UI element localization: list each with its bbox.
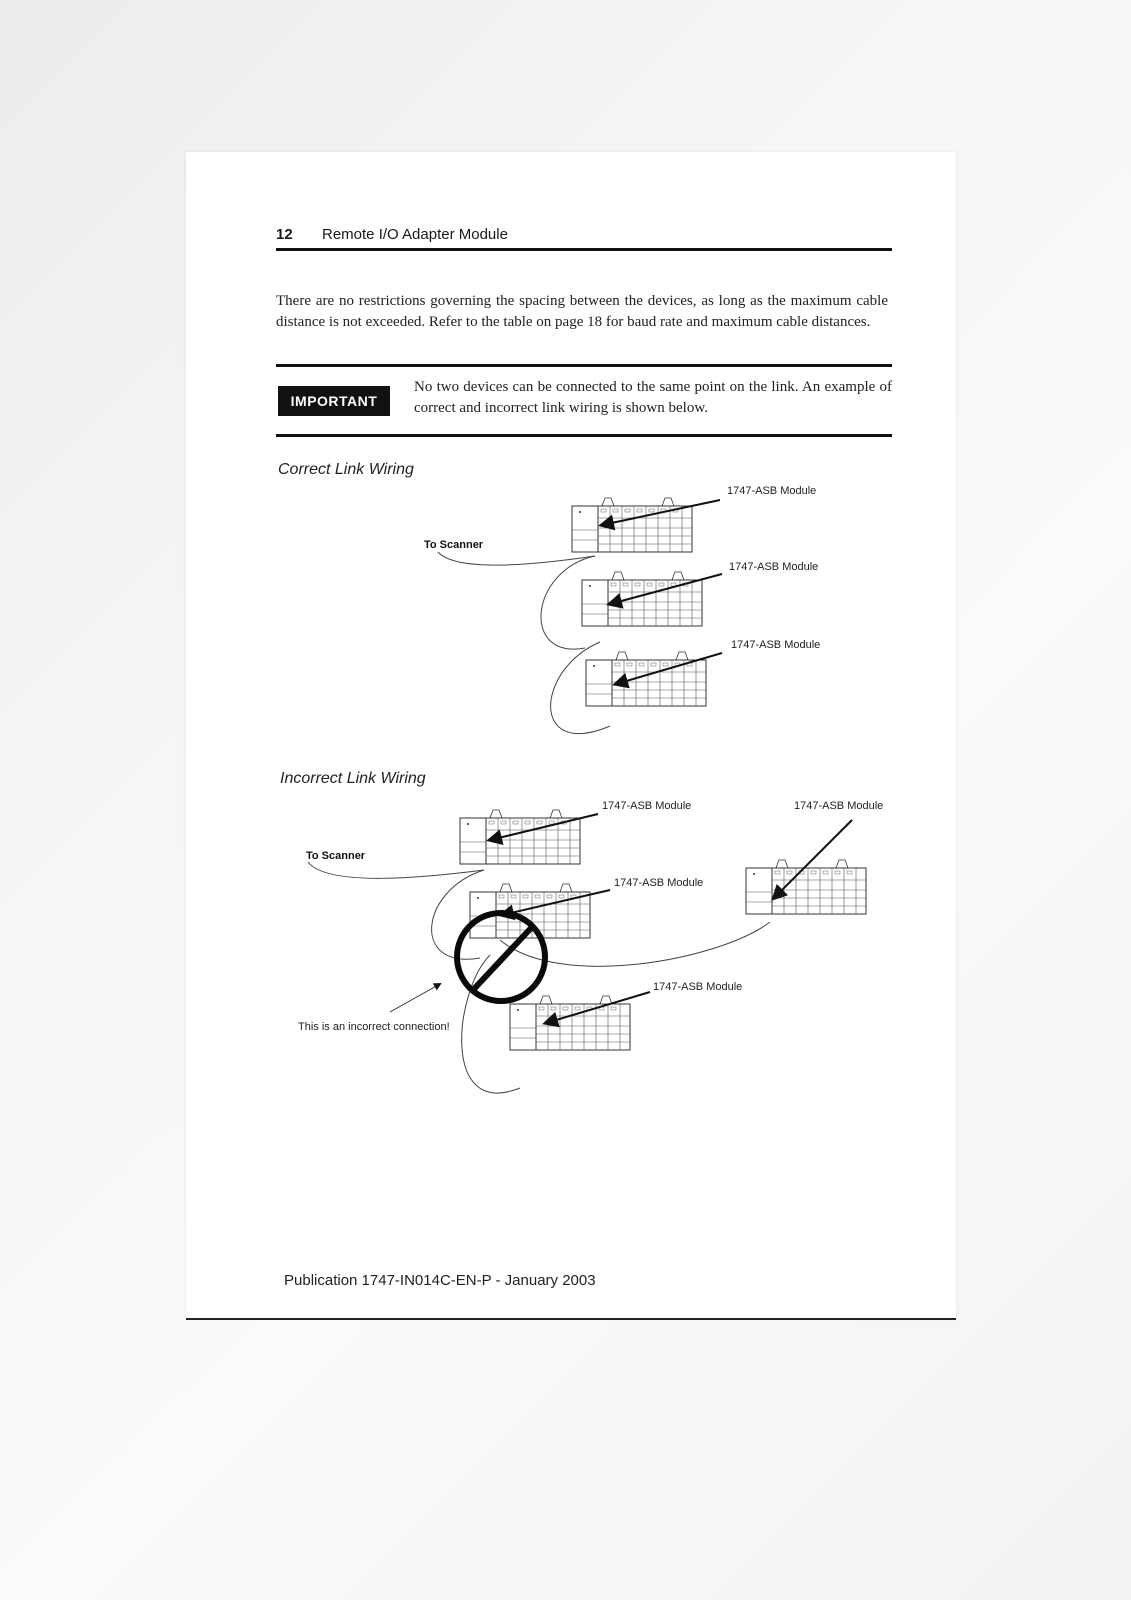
correct-module-label-3: 1747-ASB Module [731,639,821,651]
incorrect-module-label-2: 1747-ASB Module [614,877,704,889]
important-badge: IMPORTANT [278,386,390,416]
correct-module-label-2: 1747-ASB Module [729,561,819,573]
page-number: 12 [276,226,293,243]
incorrect-module-label-1: 1747-ASB Module [602,800,692,812]
incorrect-scanner-label: To Scanner [306,850,366,862]
intro-paragraph: There are no restrictions governing the spacing between the devices, as long as the maximum cable distance is not exceeded. Refer to the table on page 18 for baud rate and maximum cable distances. [276,293,888,330]
correct-rack-3 [586,652,706,706]
correct-scanner-label: To Scanner [424,539,484,551]
incorrect-connection-label: This is an incorrect connection! [298,1021,450,1033]
correct-module-label-1: 1747-ASB Module [727,485,817,497]
incorrect-rack-4 [746,860,866,914]
correct-scanner-cable [438,552,595,565]
incorrect-wiring-diagram [298,800,883,1093]
incorrect-scanner-cable [308,862,484,878]
correct-wiring-heading: Correct Link Wiring [278,461,414,478]
correct-rack-1 [572,498,692,552]
publication-footer: Publication 1747-IN014C-EN-P - January 2003 [284,1272,596,1289]
incorrect-module-label-4: 1747-ASB Module [794,800,884,812]
page-header-title: Remote I/O Adapter Module [322,226,508,243]
incorrect-connection-pointer [390,984,440,1012]
incorrect-module-label-3: 1747-ASB Module [653,981,743,993]
correct-rack-2 [582,572,702,626]
correct-wiring-diagram [424,485,820,734]
important-note: No two devices can be connected to the same point on the link. An example of correct and incorrect link wiring is shown below. [414,379,892,416]
incorrect-wiring-heading: Incorrect Link Wiring [280,770,426,787]
incorrect-rack-1 [460,810,580,864]
